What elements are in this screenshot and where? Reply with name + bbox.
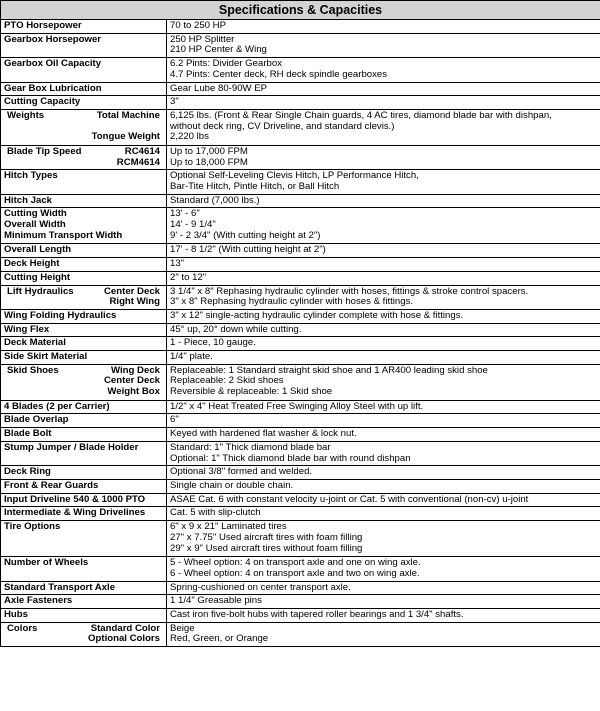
spec-sublabel: Center Deck — [104, 285, 160, 297]
spec-value-cell — [167, 271, 600, 285]
spec-label-cell — [1, 145, 167, 169]
spec-label: Input Driveline 540 & 1000 PTO — [4, 493, 146, 505]
table-row — [1, 194, 600, 208]
spec-value-cell — [167, 414, 600, 428]
specifications-body — [1, 20, 600, 647]
table-row — [1, 244, 600, 258]
spec-value-cell — [167, 82, 600, 96]
spec-value: Up to 17,000 FPM — [170, 145, 248, 157]
table-row — [1, 33, 600, 57]
spec-value-cell — [167, 258, 600, 272]
spec-label-cell — [1, 337, 167, 351]
spec-value: Cast iron five-bolt hubs with tapered roller bearings and 1 3/4" shafts. — [170, 608, 464, 620]
spec-value: 6.2 Pints: Divider Gearbox — [170, 58, 282, 70]
spec-label: Wing Folding Hydraulics — [4, 309, 117, 321]
spec-label: Tire Options — [4, 521, 61, 533]
table-title: Specifications & Capacities — [1, 1, 600, 20]
spec-label-cell — [1, 507, 167, 521]
spec-value-cell — [167, 58, 600, 82]
spec-label: Gearbox Oil Capacity — [4, 58, 102, 70]
table-row — [1, 82, 600, 96]
spec-label: Side Skirt Material — [4, 351, 88, 363]
spec-label: Cutting Height — [4, 271, 71, 283]
table-row — [1, 58, 600, 82]
spec-value: 29" x 9" Used aircraft tires without foam filling — [170, 542, 363, 554]
spec-value-cell — [167, 33, 600, 57]
spec-value-cell — [167, 466, 600, 480]
table-row — [1, 557, 600, 581]
table-row — [1, 622, 600, 646]
spec-label: Deck Height — [4, 258, 60, 270]
spec-label: Intermediate & Wing Drivelines — [4, 507, 146, 519]
table-row — [1, 285, 600, 309]
spec-label-cell — [1, 170, 167, 194]
table-row — [1, 208, 600, 244]
spec-label: Skid Shoes — [7, 364, 59, 376]
spec-value-cell — [167, 428, 600, 442]
spec-label: Cutting Capacity — [4, 96, 81, 108]
table-row — [1, 309, 600, 323]
spec-label-cell — [1, 58, 167, 82]
spec-value: Reversible & replaceable: 1 Skid shoe — [170, 386, 333, 398]
spec-value: Bar-Tite Hitch, Pintle Hitch, or Ball Hitch — [170, 181, 340, 193]
spec-value-cell — [167, 479, 600, 493]
spec-label: Number of Wheels — [4, 557, 89, 569]
spec-label: Stump Jumper / Blade Holder — [4, 441, 139, 453]
table-row — [1, 323, 600, 337]
spec-value: 1 - Piece, 10 gauge. — [170, 337, 256, 349]
spec-value: 6 - Wheel option: 4 on transport axle and two on wing axle. — [170, 567, 420, 579]
spec-value-cell — [167, 441, 600, 465]
spec-value-cell — [167, 364, 600, 400]
spec-value: 250 HP Splitter — [170, 33, 235, 45]
spec-value-cell — [167, 521, 600, 557]
spec-value: 2,220 lbs — [170, 131, 209, 143]
spec-value-cell — [167, 109, 600, 145]
spec-label: Overall Length — [4, 244, 72, 256]
spec-label: Standard Transport Axle — [4, 581, 116, 593]
spec-label-cell — [1, 244, 167, 258]
spec-value: Replaceable: 2 Skid shoes — [170, 375, 284, 387]
spec-value: Single chain or double chain. — [170, 479, 294, 491]
spec-label: Weights — [7, 109, 45, 121]
spec-label: Hitch Types — [4, 170, 58, 182]
spec-label-line — [4, 132, 163, 143]
spec-value-cell — [167, 323, 600, 337]
spec-value: 9' - 2 3/4" (With cutting height at 2") — [170, 229, 321, 241]
spec-value-cell — [167, 581, 600, 595]
spec-label-cell — [1, 82, 167, 96]
spec-value: 1 1/4" Greasable pins — [170, 595, 262, 607]
table-row — [1, 428, 600, 442]
spec-value: Gear Lube 80-90W EP — [170, 82, 268, 94]
spec-label: Deck Ring — [4, 466, 51, 478]
spec-value: without deck ring, CV Driveline, and standard clevis.) — [170, 120, 395, 132]
spec-value-cell — [167, 507, 600, 521]
spec-label-cell — [1, 622, 167, 646]
spec-value: 3" x 12" single-acting hydraulic cylinder complete with hose & fittings. — [170, 309, 464, 321]
spec-value: 3" — [170, 96, 179, 108]
spec-label-cell — [1, 608, 167, 622]
spec-value-cell — [167, 595, 600, 609]
spec-label-line — [4, 297, 163, 308]
spec-value-cell — [167, 208, 600, 244]
table-row — [1, 170, 600, 194]
spec-label-cell — [1, 581, 167, 595]
spec-value: Replaceable: 1 Standard straight skid shoe and 1 AR400 leading skid shoe — [170, 364, 488, 376]
spec-label-cell — [1, 33, 167, 57]
spec-label: Axle Fasteners — [4, 595, 73, 607]
spec-sublabel: RCM4614 — [116, 156, 160, 168]
spec-value: 3 1/4" x 8" Rephasing hydraulic cylinder with hoses, fittings & stroke control spacers. — [170, 285, 529, 297]
spec-value-cell — [167, 400, 600, 414]
spec-label-cell — [1, 557, 167, 581]
spec-value-cell — [167, 622, 600, 646]
spec-sublabel: Wing Deck — [111, 364, 160, 376]
spec-label: Overall Width — [4, 219, 66, 231]
spec-label-cell — [1, 595, 167, 609]
spec-label: Blade Overlap — [4, 414, 69, 426]
spec-label-cell — [1, 466, 167, 480]
spec-value-cell — [167, 493, 600, 507]
spec-value: 14' - 9 1/4" — [170, 219, 216, 231]
spec-value: 70 to 250 HP — [170, 20, 227, 31]
spec-value: 5 - Wheel option: 4 on transport axle and one on wing axle. — [170, 557, 421, 569]
spec-label: Front & Rear Guards — [4, 479, 99, 491]
spec-label: Gear Box Lubrication — [4, 82, 102, 94]
spec-label-cell — [1, 323, 167, 337]
spec-sublabel: RC4614 — [124, 145, 160, 157]
spec-value: 1/4" plate. — [170, 351, 213, 363]
spec-value: Standard: 1" Thick diamond blade bar — [170, 441, 331, 453]
spec-value: Standard (7,000 lbs.) — [170, 194, 260, 206]
spec-value: Red, Green, or Orange — [170, 633, 269, 645]
spec-label-cell — [1, 96, 167, 110]
spec-value: 45° up, 20° down while cutting. — [170, 323, 302, 335]
spec-value-cell — [167, 608, 600, 622]
table-row — [1, 441, 600, 465]
spec-value-cell — [167, 285, 600, 309]
spec-value: 6,125 lbs. (Front & Rear Single Chain guards, 4 AC tires, diamond blade bar with dishpan, — [170, 109, 552, 121]
table-row — [1, 337, 600, 351]
spec-value: Keyed with hardened flat washer & lock nut. — [170, 428, 357, 440]
spec-value: Up to 18,000 FPM — [170, 156, 248, 168]
table-row — [1, 258, 600, 272]
spec-value: 6" — [170, 414, 179, 426]
spec-label: Blade Bolt — [4, 428, 52, 440]
table-row — [1, 400, 600, 414]
table-row — [1, 581, 600, 595]
spec-sublabel: Right Wing — [109, 296, 160, 308]
spec-label-cell — [1, 20, 167, 34]
spec-sublabel: Total Machine — [96, 109, 160, 121]
spec-sublabel: Standard Color — [90, 622, 160, 634]
table-row — [1, 479, 600, 493]
spec-label-cell — [1, 285, 167, 309]
spec-label: PTO Horsepower — [4, 20, 82, 31]
spec-value: ASAE Cat. 6 with constant velocity u-joint or Cat. 5 with conventional (non-cv) u-joint — [170, 493, 529, 505]
spec-value: Optional 3/8" formed and welded. — [170, 466, 313, 478]
spec-value: 13" — [170, 258, 185, 270]
spec-label-cell — [1, 109, 167, 145]
spec-label: Deck Material — [4, 337, 66, 349]
spec-label-cell — [1, 194, 167, 208]
spec-value: Optional: 1" Thick diamond blade bar with round dishpan — [170, 452, 411, 464]
spec-label: Colors — [7, 622, 38, 634]
spec-label-cell — [1, 309, 167, 323]
spec-label: Minimum Transport Width — [4, 229, 123, 241]
spec-label: Blade Tip Speed — [7, 145, 82, 157]
spec-value: 17' - 8 1/2" (With cutting height at 2") — [170, 244, 326, 256]
spec-label-cell — [1, 271, 167, 285]
spec-sublabel: Tongue Weight — [91, 131, 160, 143]
spec-label: Gearbox Horsepower — [4, 33, 102, 45]
spec-label-line — [4, 111, 163, 122]
table-row — [1, 20, 600, 34]
table-row — [1, 109, 600, 145]
table-title-row — [1, 1, 600, 20]
spec-label-cell — [1, 351, 167, 365]
spec-value-cell — [167, 309, 600, 323]
spec-label-line — [4, 158, 163, 169]
spec-value: 3" x 8" Rephasing hydraulic cylinder with hoses & fittings. — [170, 296, 414, 308]
spec-value: Optional Self-Leveling Clevis Hitch, LP Performance Hitch, — [170, 170, 419, 182]
spec-value: 2" to 12" — [170, 271, 207, 283]
spec-label-cell — [1, 414, 167, 428]
table-row — [1, 351, 600, 365]
spec-value-cell — [167, 337, 600, 351]
spec-value-cell — [167, 96, 600, 110]
spec-value-cell — [167, 194, 600, 208]
spec-label: Cutting Width — [4, 208, 67, 220]
table-row — [1, 595, 600, 609]
spec-label-cell — [1, 479, 167, 493]
table-row — [1, 414, 600, 428]
spec-label-cell — [1, 521, 167, 557]
table-row — [1, 271, 600, 285]
spec-value-cell — [167, 351, 600, 365]
spec-value: 1/2" x 4" Heat Treated Free Swinging Alloy Steel with up lift. — [170, 400, 424, 412]
spec-value-cell — [167, 244, 600, 258]
table-row — [1, 521, 600, 557]
spec-label-line — [4, 387, 163, 398]
table-row — [1, 364, 600, 400]
spec-value-cell — [167, 557, 600, 581]
spec-label-cell — [1, 400, 167, 414]
spec-value: 6" x 9 x 21" Laminated tires — [170, 521, 287, 533]
spec-sublabel: Optional Colors — [88, 633, 160, 645]
spec-value: 210 HP Center & Wing — [170, 44, 267, 56]
spec-value: Spring-cushioned on center transport axle. — [170, 581, 351, 593]
spec-label: Wing Flex — [4, 323, 50, 335]
spec-value: Cat. 5 with slip-clutch — [170, 507, 261, 519]
spec-value-cell — [167, 145, 600, 169]
spec-label-cell — [1, 258, 167, 272]
spec-label-cell — [1, 441, 167, 465]
spec-value: 13' - 6" — [170, 208, 200, 220]
spec-label-cell — [1, 208, 167, 244]
spec-value-cell — [167, 20, 600, 34]
spec-value: 27" x 7.75" Used aircraft tires with foam filling — [170, 531, 363, 543]
spec-sublabel: Weight Box — [107, 386, 160, 398]
spec-label-cell — [1, 428, 167, 442]
spec-value: 4.7 Pints: Center deck, RH deck spindle gearboxes — [170, 68, 388, 80]
table-row — [1, 608, 600, 622]
spec-label: 4 Blades (2 per Carrier) — [4, 400, 110, 412]
spec-label-cell — [1, 364, 167, 400]
spec-value: Beige — [170, 622, 195, 634]
table-row — [1, 466, 600, 480]
spec-sublabel: Center Deck — [104, 375, 160, 387]
table-row — [1, 145, 600, 169]
spec-value-cell — [167, 170, 600, 194]
spec-label-line — [4, 634, 163, 645]
table-row — [1, 493, 600, 507]
spec-label: Hubs — [4, 608, 28, 620]
table-row — [1, 507, 600, 521]
spec-label-cell — [1, 493, 167, 507]
spec-label: Hitch Jack — [4, 194, 52, 206]
spec-label: Lift Hydraulics — [7, 285, 74, 297]
table-row — [1, 96, 600, 110]
